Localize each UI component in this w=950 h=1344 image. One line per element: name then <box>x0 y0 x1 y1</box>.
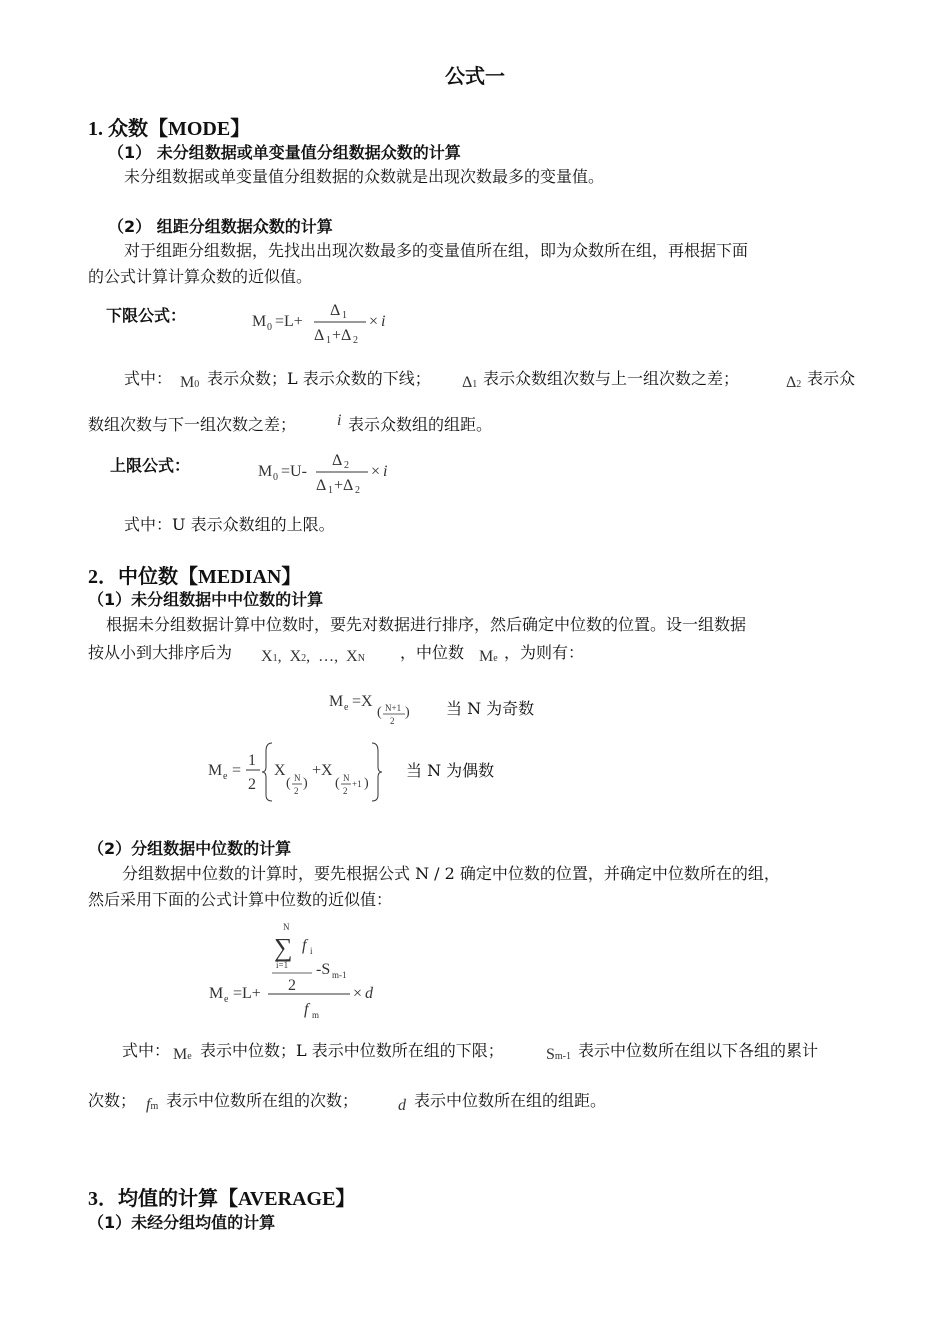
doc-title: 公式一 <box>445 64 505 88</box>
section-2-sub2-heading: （2）分组数据中位数的计算 <box>88 839 292 858</box>
section-1-sub1-heading: （1） 未分组数据或单变量值分组数据众数的计算 <box>108 143 461 162</box>
section-2-sub1-text-line2b: ，中位数 <box>400 643 465 662</box>
symbol-fm: fm <box>146 1096 159 1113</box>
svg-text:e: e <box>344 702 349 713</box>
section-1-sub2-heading: （2） 组距分组数据众数的计算 <box>108 217 333 236</box>
where3-fm-desc: 表示中位数所在组的次数； <box>166 1091 359 1110</box>
symbol-sm1: Sm-1 <box>546 1046 572 1063</box>
section-1-sub1-text: 未分组数据或单变量值分组数据的众数就是出现次数最多的变量值。 <box>124 167 605 186</box>
svg-text:=U-: =U- <box>281 463 307 480</box>
section-3-sub1-heading: （1）未经分组均值的计算 <box>88 1213 276 1232</box>
where1-m0-desc: 表示众数；L 表示众数的下线； <box>207 369 431 388</box>
svg-text:m-1: m-1 <box>332 970 347 980</box>
where1-i-desc: 表示众数组的组距。 <box>348 415 493 434</box>
symbol-m0: M0 <box>180 374 200 391</box>
median-even-label: 当 N 为偶数 <box>406 761 495 780</box>
section-3-heading: 3．均值的计算【AVERAGE】 <box>88 1188 356 1210</box>
svg-text:(: ( <box>377 705 382 720</box>
svg-text:×: × <box>369 313 379 330</box>
section-2-sub2-text-line2: 然后采用下面的公式计算中位数的近似值： <box>88 890 393 909</box>
symbol-d: d <box>398 1097 406 1114</box>
svg-text:Δ: Δ <box>330 302 341 319</box>
svg-text:Δ: Δ <box>314 327 325 344</box>
lower-formula-label: 下限公式： <box>106 306 187 325</box>
svg-text:M: M <box>258 463 273 480</box>
where1-prefix: 式中： <box>124 369 173 388</box>
section-2-sub1-text-line2c: ，为则有： <box>504 643 585 662</box>
where2-text: 式中：U 表示众数组的上限。 <box>124 515 335 534</box>
svg-text:i: i <box>310 946 313 956</box>
symbol-me: Me <box>479 648 498 665</box>
svg-text:2: 2 <box>390 716 395 726</box>
section-2-sub1-heading: （1）未分组数据中中位数的计算 <box>88 590 324 609</box>
svg-text:e: e <box>223 771 228 782</box>
svg-text:=L+: =L+ <box>275 313 303 330</box>
svg-text:M: M <box>252 313 267 330</box>
median-odd-label: 当 N 为奇数 <box>446 699 535 718</box>
where3-sm1-desc: 表示中位数所在组以下各组的累计 <box>578 1041 819 1060</box>
svg-text:2: 2 <box>294 786 299 796</box>
section-1-sub2-text-line1: 对于组距分组数据，先找出出现次数最多的变量值所在组，即为众数所在组，再根据下面 <box>124 241 749 260</box>
svg-text:N: N <box>283 922 290 932</box>
svg-text:=L+: =L+ <box>233 985 261 1002</box>
svg-text:2: 2 <box>343 786 348 796</box>
where3-d-desc: 表示中位数所在组的组距。 <box>414 1091 607 1110</box>
where1-delta1-desc: 表示众数组次数与上一组次数之差； <box>483 369 740 388</box>
symbol-delta2: Δ2 <box>786 374 802 391</box>
svg-text:M: M <box>329 693 344 710</box>
svg-text:×: × <box>371 463 381 480</box>
svg-text:∑: ∑ <box>274 933 293 962</box>
svg-text:2: 2 <box>288 977 296 994</box>
svg-text:Δ: Δ <box>316 477 327 494</box>
section-2-heading: 2．中位数【MEDIAN】 <box>88 566 302 588</box>
upper-formula-label: 上限公式： <box>110 456 191 475</box>
where1-delta2-desc: 表示众 <box>807 369 856 388</box>
svg-text:): ) <box>303 776 308 791</box>
symbol-me-2: Me <box>173 1046 192 1063</box>
symbol-delta1: Δ1 <box>462 374 478 391</box>
symbol-x-sequence: X1, X2, …, XN <box>261 648 365 665</box>
svg-text:-S: -S <box>316 961 331 978</box>
svg-text:1: 1 <box>326 335 331 346</box>
svg-text:=: = <box>232 762 242 779</box>
svg-text:): ) <box>364 776 369 791</box>
svg-text:2: 2 <box>355 485 360 496</box>
svg-text:1: 1 <box>248 752 256 769</box>
where3-me-desc: 表示中位数；L 表示中位数所在组的下限； <box>200 1041 504 1060</box>
svg-text:+Δ: +Δ <box>334 477 354 494</box>
svg-text:0: 0 <box>273 472 278 483</box>
svg-text:N+1: N+1 <box>385 703 402 713</box>
svg-text:1: 1 <box>328 485 333 496</box>
svg-text:N: N <box>294 773 301 783</box>
where1-delta2-desc-cont: 数组次数与下一组次数之差； <box>88 415 297 434</box>
svg-text:f: f <box>302 937 307 954</box>
svg-text:M: M <box>208 762 223 779</box>
svg-text:2: 2 <box>248 776 256 793</box>
svg-text:Δ: Δ <box>332 452 343 469</box>
svg-text:(: ( <box>335 776 340 791</box>
svg-text:+Δ: +Δ <box>332 327 352 344</box>
svg-text:f: f <box>304 1001 309 1018</box>
svg-text:d: d <box>365 985 373 1002</box>
median-even-formula <box>206 737 391 807</box>
section-2-sub1-text-line1: 根据未分组数据计算中位数时，要先对数据进行排序，然后确定中位数的位置。设一组数据 <box>106 615 747 634</box>
grouped-median-formula <box>206 918 391 1024</box>
section-1-heading: 1. 众数【MODE】 <box>88 118 251 140</box>
svg-text:(: ( <box>286 776 291 791</box>
svg-text:i: i <box>381 313 386 330</box>
svg-text:+X: +X <box>312 762 333 779</box>
svg-text:+1: +1 <box>352 779 362 789</box>
svg-text:M: M <box>209 985 224 1002</box>
svg-text:2: 2 <box>353 335 358 346</box>
where3-prefix: 式中： <box>122 1041 171 1060</box>
median-odd-formula <box>325 686 420 732</box>
symbol-i: i <box>337 412 342 429</box>
svg-text:1: 1 <box>342 310 347 321</box>
svg-text:0: 0 <box>267 322 272 333</box>
svg-text:): ) <box>405 705 410 720</box>
upper-limit-formula <box>254 446 404 498</box>
svg-text:i: i <box>383 463 388 480</box>
section-1-sub2-text-line2: 的公式计算计算众数的近似值。 <box>88 267 313 286</box>
svg-text:N: N <box>343 773 350 783</box>
svg-text:X: X <box>274 762 286 779</box>
section-2-sub2-text-line1: 分组数据中位数的计算时，要先根据公式 N / 2 确定中位数的位置，并确定中位数所在的组， <box>122 864 780 883</box>
svg-text:m: m <box>312 1010 320 1020</box>
lower-limit-formula <box>248 296 398 348</box>
svg-text:e: e <box>224 994 229 1005</box>
section-2-sub1-text-line2a: 按从小到大排序后为 <box>88 643 233 662</box>
svg-text:2: 2 <box>344 460 349 471</box>
svg-text:i=1: i=1 <box>276 960 289 970</box>
svg-text:×: × <box>353 985 363 1002</box>
svg-text:=X: =X <box>352 693 373 710</box>
where3-cont: 次数； <box>88 1091 137 1110</box>
